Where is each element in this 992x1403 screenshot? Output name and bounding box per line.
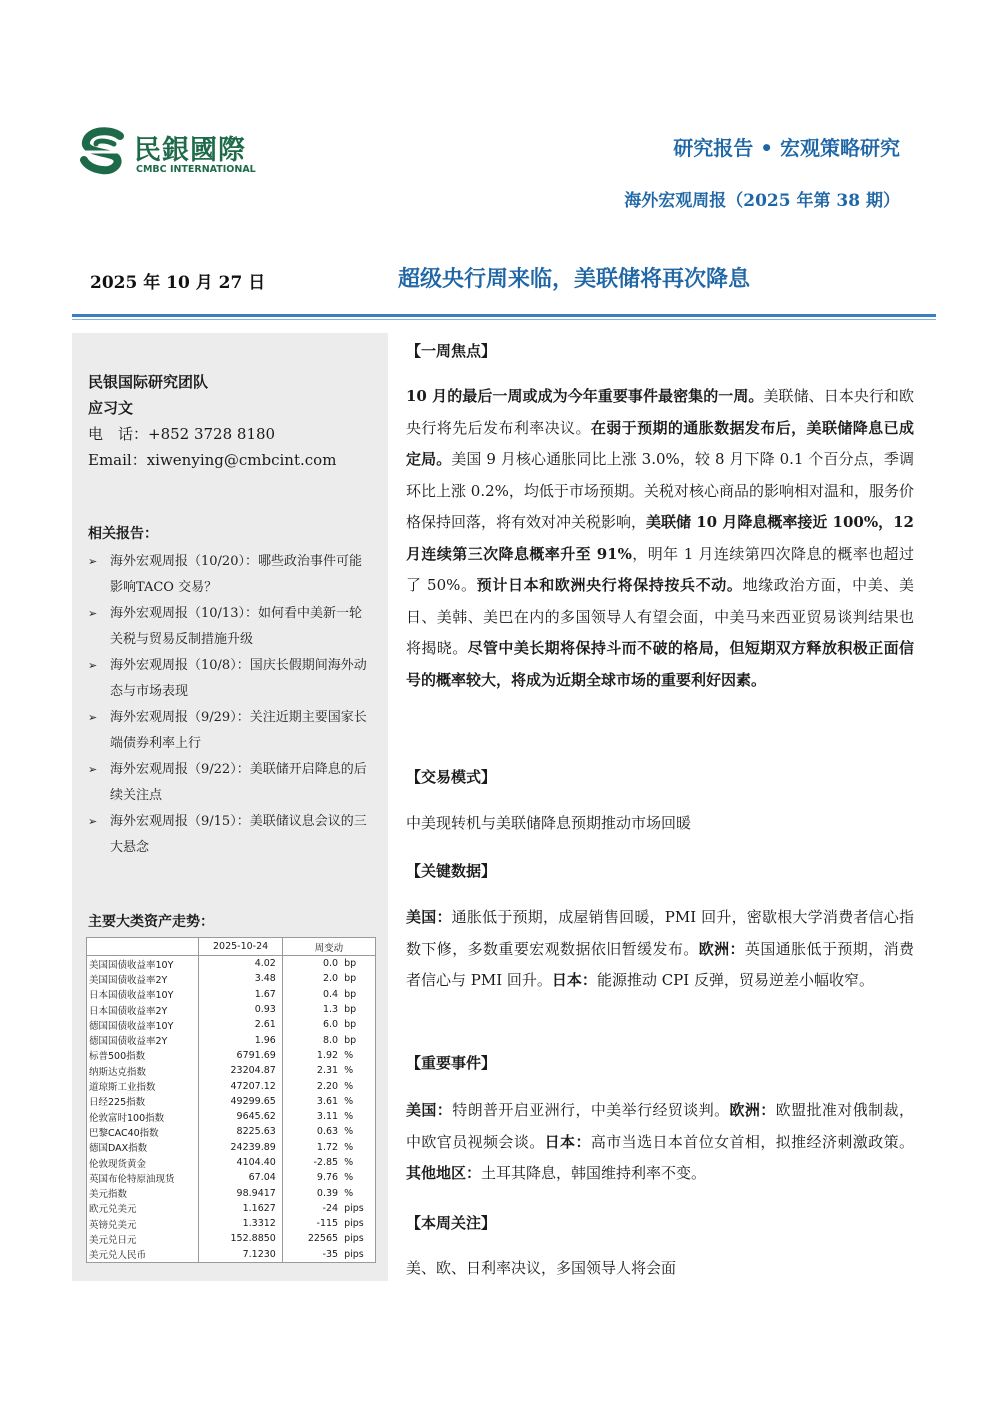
asset-row	[87, 1017, 375, 1032]
asset-unit: pips	[344, 1233, 364, 1245]
asset-row	[87, 1216, 375, 1231]
header-divider	[72, 314, 936, 317]
header-divider-thin	[72, 319, 936, 320]
cmbc-logo-icon	[76, 126, 132, 178]
asset-value: 152.8850	[199, 1231, 282, 1246]
data-us-label: 美国：	[406, 908, 452, 926]
asset-change: 2.31	[316, 1065, 339, 1077]
asset-name: 德国国债收益率10Y	[87, 1017, 199, 1032]
asset-change: 0.0	[322, 958, 339, 970]
asset-value: 3.48	[199, 971, 282, 986]
related-report-text: 海外宏观周报（10/8）：国庆长假期间海外动态与市场表现	[110, 658, 367, 699]
asset-row	[87, 1231, 375, 1246]
related-report-text: 海外宏观周报（10/13）：如何看中美新一轮关税与贸易反制措施升级	[110, 606, 362, 647]
events-jp-text: 高市当选日本首位女首相，拟推经济刺激政策。	[590, 1132, 914, 1151]
asset-row	[87, 1094, 375, 1109]
brand-name-cn: 民銀國際	[134, 135, 246, 166]
focus-text-4: 地缘政治方面，中美、美日、美韩、美巴在内的多国领导人有望会面，中美马来西亚贸易谈判结果也将揭晓。	[406, 576, 914, 657]
asset-name: 美国国债收益率2Y	[87, 971, 199, 986]
section-focus-title: 【一周焦点】	[406, 342, 497, 360]
focus-bold-4: 预计日本和欧洲央行将保持按兵不动。	[476, 576, 743, 594]
asset-change: 9.76	[316, 1172, 339, 1184]
data-us-text: 通胀低于预期，成屋销售回暖，PMI 回升，密歇根大学消费者信心指数下修，多数重要宏观数据依旧暂缓发布。	[406, 908, 914, 958]
events-us-label: 美国：	[406, 1101, 453, 1119]
asset-value: 98.9417	[199, 1185, 282, 1200]
arrow-bullet-icon: ➢	[88, 763, 98, 776]
asset-change: -35	[322, 1248, 339, 1260]
arrow-bullet-icon: ➢	[88, 555, 98, 568]
data-jp-label: 日本：	[551, 971, 597, 989]
asset-change: 6.0	[322, 1019, 339, 1031]
asset-row	[87, 1247, 375, 1262]
asset-unit: %	[344, 1111, 354, 1123]
asset-change: 1.92	[316, 1049, 339, 1061]
asset-change: 8.0	[322, 1034, 339, 1046]
asset-value: 8225.63	[199, 1124, 282, 1139]
report-date: 2025 年 10 月 27 日	[90, 273, 266, 293]
related-reports-title: 相关报告：	[88, 526, 158, 542]
related-report-item[interactable]	[88, 705, 374, 757]
asset-unit: %	[344, 1141, 354, 1153]
section-data-title: 【关键数据】	[406, 862, 497, 880]
arrow-bullet-icon: ➢	[88, 711, 98, 724]
asset-value: 6791.69	[199, 1048, 282, 1063]
events-other-text: 土耳其降息，韩国维持利率不变。	[481, 1164, 707, 1182]
asset-unit: bp	[344, 973, 357, 985]
asset-name: 德国国债收益率2Y	[87, 1032, 199, 1047]
brand-name-en: CMBC INTERNATIONAL	[136, 164, 256, 175]
asset-change: 3.11	[316, 1111, 339, 1123]
events-eu-text: 欧盟批准对俄制裁，中欧官员视频会谈。	[406, 1101, 914, 1151]
arrow-bullet-icon: ➢	[88, 815, 98, 828]
asset-row	[87, 956, 375, 972]
related-report-item[interactable]	[88, 601, 374, 653]
focus-text-2: 美国 9 月核心通胀同比上涨 3.0%，较 8 月下降 0.1 个百分点，季调环比上涨 0.2%，均低于市场预期。关税对核心商品的影响相对温和，服务价格保持回落，将有效对冲关税影响，	[406, 450, 914, 531]
assets-header-row	[87, 938, 375, 956]
asset-row	[87, 1032, 375, 1047]
asset-value: 24239.89	[199, 1140, 282, 1155]
asset-value: 9645.62	[199, 1109, 282, 1124]
mode-text: 中美现转机与美联储降息预期推动市场回暖	[406, 814, 692, 832]
asset-name: 英国布伦特原油现货	[87, 1170, 199, 1185]
report-series: 海外宏观周报（2025 年第 38 期）	[624, 191, 900, 211]
data-eu-label: 欧洲：	[698, 939, 745, 958]
asset-row	[87, 1078, 375, 1093]
asset-value: 23204.87	[199, 1063, 282, 1078]
arrow-bullet-icon: ➢	[88, 607, 98, 620]
asset-row	[87, 1063, 375, 1078]
events-paragraph	[406, 1095, 914, 1190]
asset-row	[87, 1201, 375, 1216]
focus-text-1: 美联储、日本央行和欧央行将先后发布利率决议。	[406, 387, 914, 437]
asset-name: 日本国债收益率10Y	[87, 987, 199, 1002]
data-jp-text: 能源推动 CPI 反弹，贸易逆差小幅收窄。	[596, 971, 874, 989]
asset-row	[87, 1140, 375, 1155]
asset-change: 0.63	[316, 1126, 339, 1138]
arrow-bullet-icon: ➢	[88, 659, 98, 672]
focus-bold-5: 尽管中美长期将保持斗而不破的格局，但短期双方释放积极正面信号的概率较大，将成为近期全球市场的重要利好因素。	[406, 639, 914, 689]
asset-change: 2.20	[316, 1080, 339, 1092]
asset-unit: %	[344, 1187, 354, 1199]
asset-name: 日本国债收益率2Y	[87, 1002, 199, 1017]
focus-paragraph	[406, 381, 914, 696]
asset-unit: %	[344, 1157, 354, 1168]
data-eu-text: 英国通胀低于预期，消费者信心与 PMI 回升。	[406, 939, 914, 989]
asset-name: 美元兑日元	[87, 1231, 199, 1246]
asset-row	[87, 1002, 375, 1017]
asset-row	[87, 1155, 375, 1170]
asset-unit: pips	[344, 1218, 364, 1230]
section-events-title: 【重要事件】	[406, 1054, 497, 1072]
asset-value: 0.93	[199, 1002, 282, 1017]
asset-value: 1.96	[199, 1032, 282, 1047]
report-category: 研究报告 • 宏观策略研究	[673, 136, 900, 160]
related-report-item[interactable]	[88, 549, 374, 601]
author-email: Email：xiwenying@cmbcint.com	[88, 451, 337, 469]
asset-name: 美国国债收益率10Y	[87, 956, 199, 972]
events-other-label: 其他地区：	[406, 1164, 482, 1182]
assets-header-date: 2025-10-24	[199, 938, 282, 956]
asset-change: 22565	[307, 1233, 339, 1245]
data-paragraph	[406, 902, 914, 997]
asset-name: 欧元兑美元	[87, 1201, 199, 1216]
asset-unit: bp	[344, 1019, 357, 1031]
asset-unit: %	[344, 1065, 354, 1077]
asset-change: -115	[316, 1218, 339, 1230]
asset-name: 巴黎CAC40指数	[87, 1124, 199, 1139]
asset-value: 1.1627	[199, 1201, 282, 1216]
asset-name: 英镑兑美元	[87, 1216, 199, 1231]
related-report-item[interactable]	[88, 653, 374, 705]
assets-header-change: 周变动	[282, 938, 375, 956]
asset-value: 1.67	[199, 987, 282, 1002]
asset-change: 1.3	[322, 1004, 339, 1016]
asset-unit: %	[344, 1126, 354, 1138]
asset-change: 0.4	[322, 988, 339, 1000]
asset-unit: bp	[344, 958, 357, 970]
asset-unit: %	[344, 1049, 354, 1061]
focus-bold-2: 在弱于预期的通胀数据发布后，美联储降息已成定局。	[406, 418, 914, 468]
events-us-text: 特朗普开启亚洲行，中美举行经贸谈判。	[452, 1101, 730, 1119]
asset-row	[87, 987, 375, 1002]
asset-unit: %	[344, 1080, 354, 1092]
related-report-item[interactable]	[88, 757, 374, 809]
asset-value: 67.04	[199, 1170, 282, 1185]
asset-value: 1.3312	[199, 1216, 282, 1231]
asset-name: 日经225指数	[87, 1094, 199, 1109]
asset-change: 0.39	[316, 1187, 339, 1199]
sidebar	[72, 333, 388, 1281]
asset-value: 2.61	[199, 1017, 282, 1032]
author-phone: 电 话：+852 3728 8180	[88, 425, 276, 443]
assets-title: 主要大类资产走势：	[88, 914, 214, 930]
asset-unit: pips	[344, 1248, 364, 1260]
asset-row	[87, 1109, 375, 1124]
asset-change: -2.85	[313, 1157, 339, 1168]
related-report-text: 海外宏观周报（9/15）：美联储议息会议的三大悬念	[110, 814, 367, 855]
asset-unit: bp	[344, 1004, 357, 1016]
assets-table-body	[87, 956, 375, 1262]
asset-row	[87, 1170, 375, 1185]
events-jp-label: 日本：	[544, 1132, 591, 1151]
asset-change: 1.72	[316, 1141, 339, 1153]
focus-text-3: ，明年 1 月连续第四次降息的概率也超过了 50%。	[406, 544, 914, 594]
research-team: 民银国际研究团队	[88, 373, 209, 391]
asset-name: 道琼斯工业指数	[87, 1078, 199, 1093]
asset-name: 美元指数	[87, 1185, 199, 1200]
asset-row	[87, 971, 375, 986]
related-report-item[interactable]	[88, 809, 374, 861]
asset-name: 伦敦富时100指数	[87, 1109, 199, 1124]
events-eu-label: 欧洲：	[729, 1101, 776, 1119]
asset-change: -24	[322, 1202, 339, 1214]
asset-unit: %	[344, 1095, 354, 1107]
asset-name: 标普500指数	[87, 1048, 199, 1063]
section-watch-title: 【本周关注】	[406, 1214, 497, 1232]
watch-text: 美、欧、日利率决议，多国领导人将会面	[406, 1259, 677, 1277]
related-report-text: 海外宏观周报（9/29）：关注近期主要国家长端债券利率上行	[110, 710, 367, 751]
assets-header-name	[87, 938, 199, 956]
asset-value: 7.1230	[199, 1247, 282, 1262]
asset-change: 2.0	[322, 973, 339, 985]
asset-row	[87, 1048, 375, 1063]
asset-name: 美元兑人民币	[87, 1247, 199, 1262]
asset-unit: pips	[344, 1202, 364, 1214]
related-reports-list	[88, 549, 374, 861]
focus-lead: 10 月的最后一周或成为今年重要事件最密集的一周。	[406, 387, 764, 405]
asset-name: 伦敦现货黄金	[87, 1155, 199, 1170]
asset-row	[87, 1185, 375, 1200]
asset-change: 3.61	[316, 1095, 339, 1107]
asset-unit: bp	[344, 1034, 357, 1046]
asset-name: 德国DAX指数	[87, 1140, 199, 1155]
focus-bold-3: 美联储 10 月降息概率接近 100%，12 月连续第三次降息概率升至 91%	[406, 513, 914, 563]
asset-name: 纳斯达克指数	[87, 1063, 199, 1078]
section-mode-title: 【交易模式】	[406, 768, 497, 786]
asset-unit: %	[344, 1172, 354, 1184]
brand-logo	[76, 126, 286, 182]
related-report-text: 海外宏观周报（10/20）：哪些政治事件可能影响TACO 交易？	[110, 554, 362, 595]
related-report-text: 海外宏观周报（9/22）：美联储开启降息的后续关注点	[110, 762, 367, 803]
author-name: 应习文	[88, 399, 134, 417]
asset-unit: bp	[344, 988, 357, 1000]
asset-value: 4104.40	[199, 1155, 282, 1170]
report-title: 超级央行周来临，美联储将再次降息	[398, 266, 751, 292]
assets-table	[86, 937, 376, 1263]
asset-value: 49299.65	[199, 1094, 282, 1109]
asset-row	[87, 1124, 375, 1139]
asset-value: 4.02	[199, 956, 282, 972]
asset-value: 47207.12	[199, 1078, 282, 1093]
